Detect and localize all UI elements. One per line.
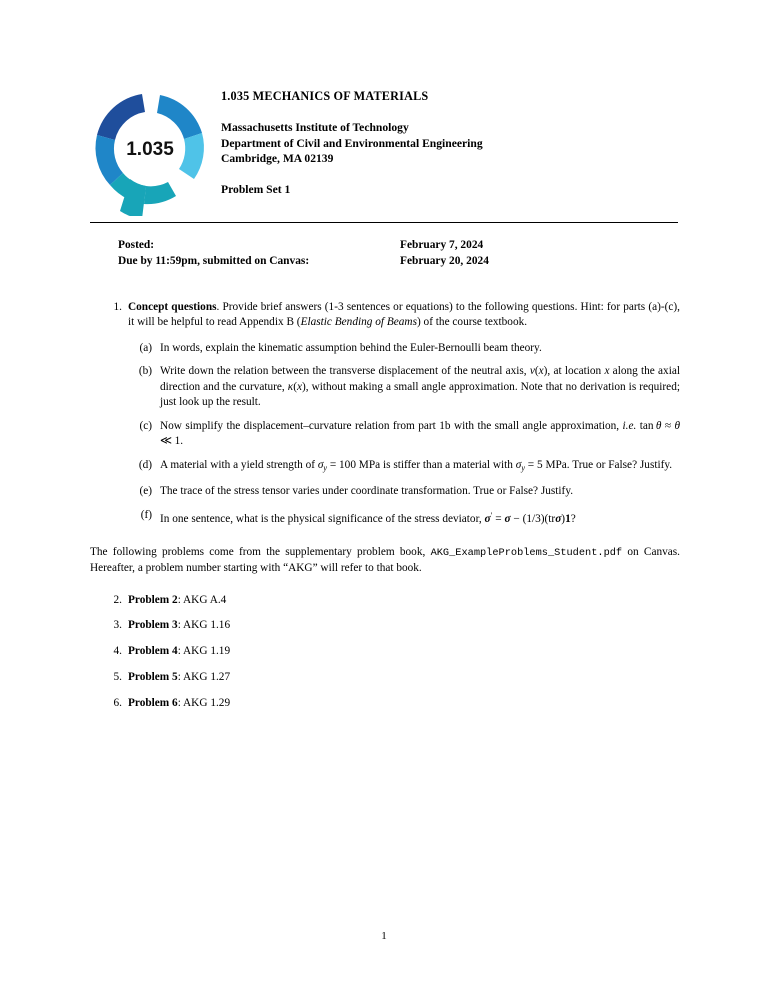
part-f-label: (f) [140, 508, 152, 521]
part-d-text: A material with a yield strength of $\sigma_y = 100$ MPa is stiffer than a material with $\sigma_y = 5$ MPa. True or False? Justify. [160, 458, 673, 473]
question-1-title: Concept questions [128, 301, 217, 313]
problem-6 [90, 696, 680, 711]
part-e [128, 484, 680, 499]
question-1-text: . Provide brief answers (1-3 sentences or equations) to the following questions. Hint: for parts (a)-(c), it will be helpful to read Appendix B ( [128, 301, 680, 329]
problems-list [90, 593, 680, 711]
part-b-label: (b) [138, 365, 152, 378]
problem-2 [90, 593, 680, 608]
question-1-number: 1. [113, 301, 122, 313]
part-a [128, 341, 680, 356]
course-title: 1.035 MECHANICS OF MATERIALS [221, 89, 429, 103]
question-1-parts [128, 341, 680, 528]
document-body [90, 300, 680, 722]
problem-4-ref: : AKG 1.19 [177, 645, 231, 658]
part-b-text: Write down the relation between the transverse displacement of the neutral axis, v(x), at location x along the axial direction and the curvature, κ(x), without making a small angle approximation. Note that no derivation is required; just look up the result. [160, 365, 680, 408]
part-f-text: In one sentence, what is the physical significance of the stress deviator, σ′ = σ − (1/3)(trσ)1? [160, 510, 576, 525]
problem-5 [90, 670, 680, 685]
part-c [128, 419, 680, 450]
due-label: Due by 11:59pm, submitted on Canvas: [118, 254, 310, 267]
posted-label: Posted: [118, 239, 155, 251]
question-1-text-italic: Elastic Bending of Beams [300, 316, 417, 329]
mit-1035-logo [90, 86, 210, 216]
problem-6-ref: : AKG 1.29 [177, 696, 231, 709]
part-a-text: In words, explain the kinematic assumption behind the Euler-Bernoulli beam theory. [160, 341, 542, 354]
posted-row [118, 238, 678, 254]
svg-text:1.035: 1.035 [126, 139, 174, 160]
problem-5-ref: : AKG 1.27 [177, 671, 231, 684]
problem-3-number: 3. [113, 619, 122, 632]
problem-3-title: Problem 3 [128, 619, 178, 632]
problem-3-ref: : AKG 1.16 [177, 619, 231, 632]
assignment-line: Problem Set 1 [221, 182, 291, 196]
document-header [90, 78, 680, 218]
part-d [128, 458, 680, 476]
problem-6-number: 6. [113, 696, 122, 709]
note-tail: on Canvas. Hereafter, a problem number starting with “AKG” will refer to that book. [90, 546, 680, 575]
dates-block [118, 238, 678, 269]
page-number: 1 [381, 930, 387, 942]
horizontal-rule [90, 222, 678, 223]
note-filename: AKG_ExampleProblems_Student.pdf [430, 547, 623, 560]
problem-2-title: Problem 2 [128, 593, 178, 606]
problem-4-number: 4. [113, 645, 122, 658]
posted-value: February 7, 2024 [400, 239, 484, 251]
supplementary-note [90, 545, 680, 577]
problem-6-title: Problem 6 [128, 696, 178, 709]
question-1 [90, 300, 680, 527]
department-line: Department of Civil and Environmental Engineering [221, 136, 483, 150]
part-f [128, 508, 680, 527]
due-value: February 20, 2024 [400, 254, 489, 267]
problem-2-number: 2. [113, 593, 122, 606]
problem-3 [90, 618, 680, 633]
problem-2-ref: : AKG A.4 [177, 593, 227, 606]
problem-5-number: 5. [113, 671, 122, 684]
question-1-text-tail: ) of the course textbook. [416, 316, 528, 329]
header-text-block [221, 89, 681, 196]
part-e-text: The trace of the stress tensor varies under coordinate transformation. True or False? Justify. [160, 484, 574, 497]
problem-4-title: Problem 4 [128, 645, 178, 658]
concept-questions-list [90, 300, 680, 527]
part-b [128, 364, 680, 410]
problem-4 [90, 644, 680, 659]
note-lead: The following problems come from the supplementary problem book, [90, 546, 431, 559]
part-c-text: Now simplify the displacement–curvature relation from part 1b with the small angle approximation, i.e. tan θ ≈ θ ≪ 1. [160, 419, 680, 448]
due-row [118, 254, 678, 270]
part-d-label: (d) [138, 458, 152, 471]
address-line: Cambridge, MA 02139 [221, 152, 334, 166]
institution-line: Massachusetts Institute of Technology [221, 121, 409, 134]
part-a-label: (a) [139, 341, 152, 354]
problem-5-title: Problem 5 [128, 671, 178, 684]
part-c-label: (c) [139, 419, 152, 432]
part-e-label: (e) [139, 484, 152, 497]
